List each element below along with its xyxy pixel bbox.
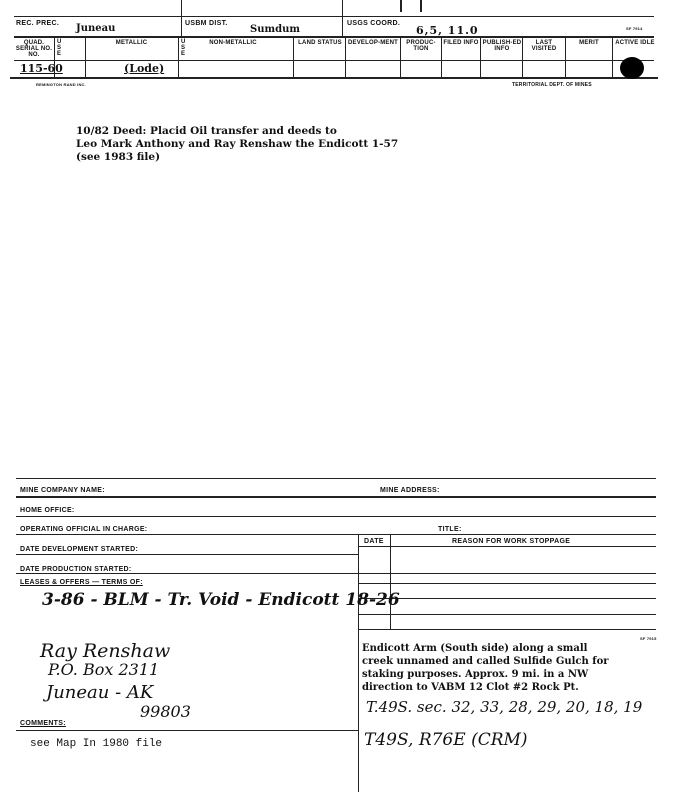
- col-non-metallic: NON-METALLIC: [209, 40, 257, 46]
- mine-address-label: MINE ADDRESS:: [380, 487, 440, 494]
- usbm-dist-value: Sumdum: [250, 24, 300, 35]
- metallic-value: (Lode): [124, 62, 165, 75]
- col-active-idle: ACTIVE IDLE: [615, 40, 655, 46]
- mine-company-label: MINE COMPANY NAME:: [20, 487, 105, 494]
- comments-value: see Map In 1980 file: [30, 738, 163, 750]
- form-number: SF 7914: [626, 26, 643, 31]
- form-number-lower: SF 7915: [640, 636, 657, 641]
- col-production: PRODUC-TION: [406, 40, 436, 52]
- tab-mark: [400, 0, 422, 12]
- serial-value: 115-60: [20, 62, 63, 75]
- usgs-coord-value: 6,5, 11.0: [416, 24, 479, 37]
- rec-prec-label: REC. PREC.: [16, 20, 60, 27]
- operating-official-label: OPERATING OFFICIAL IN CHARGE:: [20, 526, 148, 533]
- rec-prec-value: Juneau: [76, 23, 116, 34]
- leases-offers-label: LEASES & OFFERS — TERMS OF:: [20, 579, 143, 586]
- status-dot: [620, 57, 644, 79]
- col-development: DEVELOP-MENT: [347, 40, 399, 46]
- title-label: TITLE:: [438, 526, 462, 533]
- date-prod-started-label: DATE PRODUCTION STARTED:: [20, 566, 132, 573]
- col-quad-serial: QUAD. SERIAL NO. NO.: [15, 40, 53, 58]
- col-published-info: PUBLISH-ED INFO: [482, 40, 522, 52]
- usgs-coord-label: USGS COORD.: [347, 20, 401, 27]
- address-handwritten-2: P.O. Box 2311: [48, 660, 160, 679]
- col-metallic: METALLIC: [115, 40, 148, 46]
- location-line1: Endicott Arm (South side) along a small: [362, 643, 588, 654]
- address-handwritten-4: 99803: [140, 702, 191, 721]
- col-land-status: LAND STATUS: [298, 40, 342, 46]
- col-use-1: U S E: [57, 39, 62, 57]
- usbm-dist-label: USBM DIST.: [185, 20, 228, 27]
- col-last-visited: LAST VISITED: [531, 40, 557, 52]
- home-office-label: HOME OFFICE:: [20, 507, 75, 514]
- dept-note: TERRITORIAL DEPT. OF MINES: [512, 82, 592, 88]
- date-dev-started-label: DATE DEVELOPMENT STARTED:: [20, 546, 139, 553]
- address-handwritten-1: Ray Renshaw: [40, 640, 171, 662]
- date-column-header: DATE: [364, 538, 384, 545]
- location-line4: direction to VABM 12 Clot #2 Rock Pt.: [362, 682, 579, 693]
- deed-note: [76, 125, 398, 164]
- leases-handwritten: 3-86 - BLM - Tr. Void - Endicott 18-26: [42, 590, 400, 610]
- address-handwritten-3: Juneau - AK: [46, 682, 154, 703]
- deed-note-line1: 10/82 Deed: Placid Oil transfer and deeds to: [76, 125, 337, 137]
- col-use-2: U S E: [181, 39, 186, 57]
- deed-note-line3: (see 1983 file): [76, 151, 161, 163]
- location-line2: creek unnamed and called Sulfide Gulch for: [362, 656, 609, 667]
- col-filed-info: FILED INFO: [443, 40, 479, 46]
- deed-note-line2: Leo Mark Anthony and Ray Renshaw the Endicott 1-57: [76, 138, 399, 150]
- location-description: [362, 642, 609, 694]
- location-handwritten-2: T49S, R76E (CRM): [364, 730, 528, 750]
- comments-label: COMMENTS:: [20, 720, 66, 727]
- location-handwritten-1: T.49S. sec. 32, 33, 28, 29, 20, 18, 19: [366, 698, 643, 716]
- location-line3: staking purposes. Approx. 9 mi. in a NW: [362, 669, 589, 680]
- reason-column-header: REASON FOR WORK STOPPAGE: [452, 538, 571, 545]
- printer-note: REMINGTON RAND INC.: [36, 82, 86, 87]
- col-merit: MERIT: [579, 40, 599, 46]
